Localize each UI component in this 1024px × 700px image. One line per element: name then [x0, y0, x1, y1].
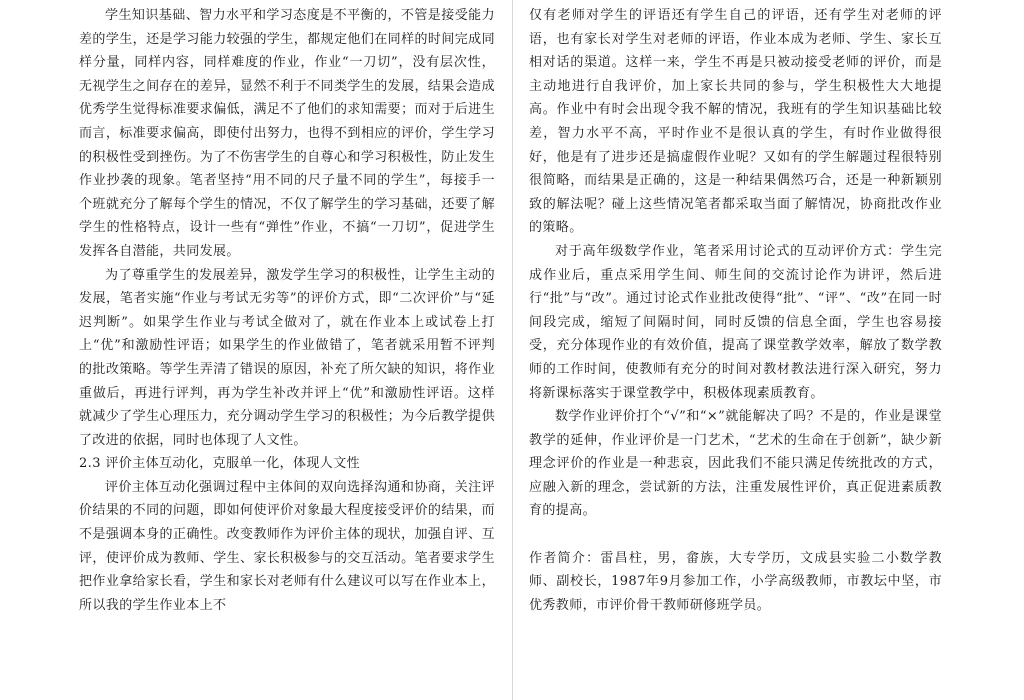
author-bio: 作者简介：雷昌柱，男，畲族，大专学历，文成县实验二小数学教师、副校长，1987年9月参加工作，小学高级教师，市教坛中坚，市优秀教师，市评价骨干教师研修班学员。 — [529, 550, 942, 613]
spacer — [529, 523, 942, 547]
left-paragraph-3: 评价主体互动化强调过程中主体间的双向选择沟通和协商，关注评价结果的不同的问题，即如何使评价对象最大程度接受评价的结果，而不是强调本身的正确性。改变教师作为评价主体的现状，加强自评、互评，使评价成为教师、学生、家长积极参与的交互活动。笔者要求学生把作业拿给家长看，学生和家长对老师有什么建议可以写在作业本上，所以我的学生作业本上不 — [79, 479, 495, 613]
right-paragraph-2: 对于高年级数学作业，笔者采用讨论式的互动评价方式：学生完成作业后，重点采用学生间、师生间的交流讨论作为讲评，然后进行“批”与“改”。通过讨论式作业批改使得“批”、“评”、“改”在同一时间段完成，缩短了间隔时间，同时反馈的信息全面，学生也容易接受，充分体现作业的有效价值，提高了课堂教学效率，解放了数学教师的工作时间，使教师有充分的时间对教材教法进行深入研究，努力将新课标落实于课堂教学中，积极体现素质教育。 — [529, 243, 942, 401]
right-paragraph-3: 数学作业评价打个“√”和“×”就能解决了吗？不是的，作业是课堂教学的延伸，作业评价是一门艺术，“艺术的生命在于创新”，缺少新理念评价的作业是一种悲哀，因此我们不能只满足传统批改的方式，应融入新的理念，尝试新的方法，注重发展性评价，真正促进素质教育的提高。 — [529, 409, 942, 519]
right-paragraph-continued: 仅有老师对学生的评语还有学生自己的评语，还有学生对老师的评语，也有家长对学生对老师的评语，作业本成为老师、学生、家长互相对话的渠道。这样一来，学生不再是只被动接受老师的评价，而是主动地进行自我评价，加上家长共同的参与，学生积极性大大地提高。作业中有时会出现令我不解的情况，我班有的学生知识基础比较差，智力水平不高，平时作业不是很认真的学生，有时作业做得很好，他是有了进步还是搞虚假作业呢？又如有的学生解题过程很特别很简略，而结果是正确的，这是一种结果偶然巧合，还是一种新颖别致的解法呢？碰上这些情况笔者都采取当面了解情况，协商批改作业的策略。 — [529, 8, 942, 236]
left-column — [79, 4, 495, 617]
left-paragraph-2: 为了尊重学生的发展差异，激发学生学习的积极性，让学生主动的发展，笔者实施“作业与考试无劣等”的评价方式，即“二次评价”与“延迟判断”。如果学生作业与考试全做对了，就在作业本上或试卷上打上“优”和激励性评语；如果学生的作业做错了，笔者就采用暂不评判的批改策略。等学生弄清了错误的原因，补充了所欠缺的知识，将作业重做后，再进行评判，再为学生补改并评上“优”和激励性评语。这样就减少了学生心理压力，充分调动学生学习的积极性；为今后教学提供了改进的依据，同时也体现了人文性。 — [79, 267, 495, 448]
right-column — [529, 4, 942, 617]
section-heading-2-3: 2.3 评价主体互动化，克服单一化，体现人文性 — [79, 456, 361, 472]
column-divider — [512, 0, 513, 700]
left-paragraph-1: 学生知识基础、智力水平和学习态度是不平衡的，不管是接受能力差的学生，还是学习能力较强的学生，都规定他们在同样的时间完成同样分量，同样内容，同样难度的作业，作业“一刀切”，没有层次性，无视学生之间存在的差异，显然不利于不同类学生的发展，结果会造成优秀学生觉得标准要求偏低，满足不了他们的求知需要；而对于后进生而言，标准要求偏高，即使付出努力，也得不到相应的评价，学生学习的积极性受到挫伤。为了不伤害学生的自尊心和学习积极性，防止发生作业抄袭的现象。笔者坚持“用不同的尺子量不同的学生”，每接手一个班就充分了解每个学生的情况，不仅了解学生的学习基础，还要了解学生的性格特点，设计一些有“弹性”作业，不搞“一刀切”，促进学生发挥各自潜能，共同发展。 — [79, 8, 495, 259]
